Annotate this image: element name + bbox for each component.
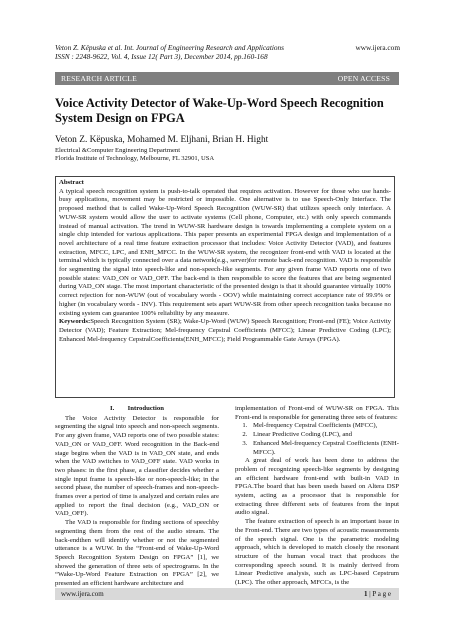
abstract-box — [55, 176, 395, 398]
research-article-label: RESEARCH ARTICLE — [61, 74, 137, 83]
abstract-heading: Abstract — [59, 179, 84, 186]
keywords-text: Speech Recognition System (SR); Wake-Up-Word (WUW) Speech Recognition; Front-end (FE); Voice Activity Detector (VAD); Feature Extraction; Mel-frequency Cepstral Coefficients (MFCC); Linear Predictive Coding (LPC); Enhanced Mel-frequency CepstralCoefficients(ENH_MFCC); Field Programmable Gate Arrays (FPGA). — [59, 318, 391, 343]
body-column-right — [235, 405, 399, 588]
header-website-link[interactable]: www.ijera.com — [355, 43, 400, 52]
intro-paragraph-3: implementation of Front-end of WUW-SR on FPGA. This Front-end is responsible for generating three sets of features: — [235, 405, 399, 421]
section-heading-introduction: I. Introduction — [110, 405, 164, 412]
intro-paragraph-5: The feature extraction of speech is an important issue in the Front-end. There are two types of acoustic measurements of the speech signal. One is the parametric modeling approach, which is developed to match closely the resonant structure of the human vocal tract that produces the corresponding speech sound. It is mainly derived from Linear Predictive analysis, such as LPC-based Cepstrum (LPC). The other approach, MFCCs, is the — [235, 518, 399, 587]
intro-paragraph-4: A great deal of work has been done to address the problem of recognizing speech-like segments by designing an efficient hardware front-end with built-in VAD in FPGA.The board that has been useds based on Altera DSP system, acting as a processor that is responsible for extracting three different sets of features from the input audio signal. — [235, 457, 399, 517]
list-item: 2. Linear Predictive Coding (LPC), and — [249, 431, 399, 440]
paper-title: Voice Activity Detector of Wake-Up-Word Speech Recognition System Design on FPGA — [55, 96, 384, 125]
page-number: 1 — [364, 590, 368, 598]
intro-paragraph-1: The Voice Activity Detector is responsible for segmenting the signal into speech and non-speech segments. For any given frame, VAD reports one of two possible states: VAD_ON or VAD_OFF. Word recognition in the Back-end stage begins when the VAD is in VAD_ON state, and ends when the VAD switches to VAD_OFF state. VAD works in two phases: in the first phase, a classifier decides whether a single input frame is speech-like or non-speech-like; in the second phase, the number of speech-frames and non-speech-frames over a period of time is analyzed and certain rules are applied to report the final decision (e.g., VAD_ON or VAD_OFF). — [55, 414, 219, 518]
header-citation-line1: Veton Z. Këpuska et al. Int. Journal of Engineering Research and Applications — [55, 43, 285, 52]
footer-website-link[interactable]: www.ijera.com — [61, 590, 104, 598]
keywords — [59, 318, 391, 344]
feature-set-list — [235, 422, 399, 457]
list-item: 1. Mel-frequency Cepstral Coefficients (MFCC), — [249, 422, 399, 431]
page-footer — [55, 588, 399, 600]
author-list: Veton Z. Këpuska, Mohamed M. Eljhani, Brian H. Hight — [55, 135, 269, 145]
article-type-banner — [55, 72, 399, 85]
running-header — [55, 43, 400, 61]
footer-page-indicator — [364, 588, 391, 600]
open-access-label: OPEN ACCESS — [337, 74, 390, 83]
list-item: 3. Enhanced Mel-frequency Cepstral Coefficients (ENH-MFCC). — [249, 440, 399, 457]
abstract-text: A typical speech recognition system is push-to-talk operated that requires activation. However for those who use hands-busy applications, movement may be restricted or impossible. One alternative is to use Speech-Only Interface. The proposed method that is called Wake-Up-Word Speech Recognition (WUW-SR) that utilizes speech only interface. A WUW-SR system would allow the user to activate systems (Cell phone, Computer, etc.) with only speech commands instead of manual activation. The trend in WUW-SR hardware design is towards implementing a complete system on a single chip intended for various applications. This paper presents an experimental FPGA design and implementation of a novel architecture of a real time feature extraction processor that includes: Voice Activity Detector (VAD), and features extraction, MFCC, LPC, and ENH_MFCC. In the WUW-SR system, the recognizer front-end with VAD is located at the terminal which is typically connected over a data network(e.g., server)for remote back-end recognition. VAD is responsible for segmenting the signal into speech-like and non-speech-like segments. For any given frame VAD reports one of two possible states: VAD_ON or VAD_OFF. The back-end is then responsible to score the features that are being segmented during VAD_ON stage. The most important characteristic of the presented design is that it should guarantee virtually 100% correct rejection for non-WUW (out of vocabulary words - OOV) while maintaining correct acceptance rate of 99.9% or higher (in vocabulary words - INV). This requirement sets apart WUW-SR from other speech recognition tasks because no existing system can guarantee 100% reliability by any measure. — [59, 187, 391, 317]
affiliation — [55, 147, 400, 163]
body-column-left — [55, 405, 219, 589]
header-citation-line2: ISSN : 2248-9622, Vol. 4, Issue 12( Part 3), December 2014, pp.160-168 — [55, 52, 268, 61]
page-label: | P a g e — [367, 590, 391, 598]
affiliation-institution: Florida Institute of Technology, Melbourne, FL 32901, USA — [55, 155, 215, 163]
keywords-label: Keywords: — [59, 318, 91, 326]
intro-paragraph-2: The VAD is responsible for finding sections of speechby segmenting them from the rest of the audio stream. The back-endthen will identify whether or not the segmented utterance is a WUW. In the “Front-end of Wake-Up-Word Speech Recognition System Design on FPGA” [1], we showed the generation of three sets of spectrograms. In the “Wake-Up-Word Feature Extraction on FPGA” [2], we presented an efficient hardware architecture and — [55, 519, 219, 588]
affiliation-department: Electrical &Computer Engineering Department — [55, 147, 181, 154]
